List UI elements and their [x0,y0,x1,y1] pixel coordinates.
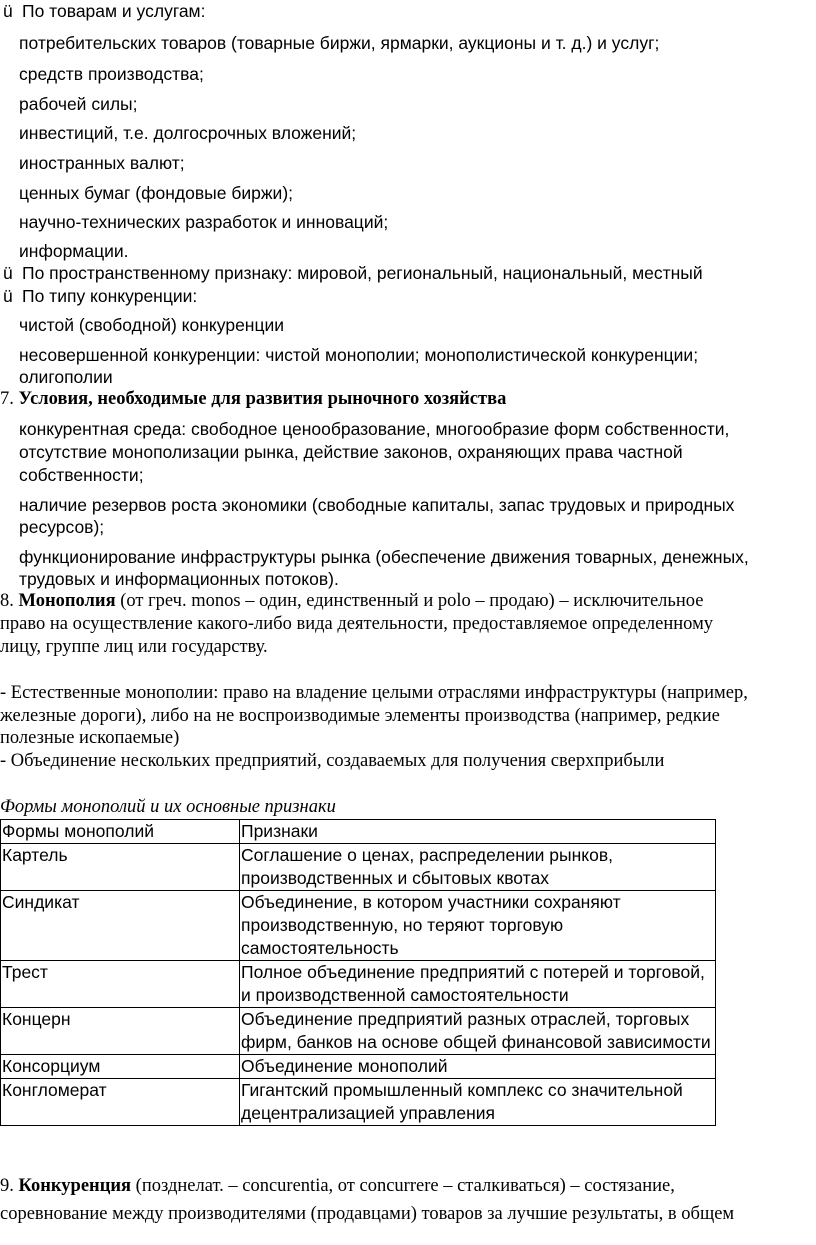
competition-item: олигополии [19,367,113,387]
union-line: - Объединение нескольких предприятий, создаваемых для получения сверхприбыли [0,751,665,771]
condition-item: ресурсов); [19,517,105,537]
table-row [1,961,716,1008]
form-cell: Картель [1,844,240,891]
feature-cell: Объединение, в котором участники сохраняют производственную, но теряют торговую самостоятельность [240,891,716,961]
form-cell: Концерн [1,1008,240,1055]
section-number: 7. [0,389,14,409]
definition-line: право на осуществление какого-либо вида деятельности, предоставляемое определенному [0,614,714,634]
competition-type-header: По типу конкуренции: [22,286,198,306]
form-cell: Трест [1,961,240,1008]
table-row [1,1079,716,1126]
goods-item: потребительских товаров (товарные биржи, ярмарки, аукционы и т. д.) и услуг; [19,33,660,53]
table-row [1,1008,716,1055]
goods-item: инвестиций, т.е. долгосрочных вложений; [19,123,357,143]
feature-cell: Объединение предприятий разных отраслей, торговых фирм, банков на основе общей финансовой зависимости [240,1008,716,1055]
table-header-cell: Признаки [240,820,716,844]
form-cell: Конгломерат [1,1079,240,1126]
natural-monopoly-line: - Естественные монополии: право на владение целыми отраслями инфраструктуры (например, [0,683,748,703]
section-number: 9. [0,1176,14,1196]
table-header-cell: Формы монополий [1,820,240,844]
feature-cell: Объединение монополий [240,1055,716,1079]
condition-item: наличие резервов роста экономики (свободные капиталы, запас трудовых и природных [19,495,735,515]
spatial-text: По пространственному признаку: мировой, региональный, национальный, местный [22,263,703,283]
table-header-row [1,820,716,844]
form-cell: Синдикат [1,891,240,961]
section-title: Условия, необходимые для развития рыночного хозяйства [18,389,507,409]
condition-item: собственности; [19,465,144,485]
competition-item: чистой (свободной) конкуренции [19,315,285,335]
table-caption: Формы монополий и их основные признаки [0,797,336,817]
definition-text: (позднелат. – concurentia, от concurrere – сталкиваться) – состязание, [131,1176,675,1196]
term-competition: Конкуренция [18,1176,132,1196]
monopoly-forms-table [0,819,716,1126]
feature-cell: Гигантский промышленный комплекс со значительной децентрализацией управления [240,1079,716,1126]
section-8-line [0,590,703,612]
goods-item: рабочей силы; [19,94,138,114]
section-7-heading [0,388,506,410]
goods-item: ценных бумаг (фондовые биржи); [19,183,294,203]
condition-item: конкурентная среда: свободное ценообразование, многообразие форм собственности, [19,419,730,439]
term-monopoly: Монополия [18,591,116,611]
checkmark-bullet-icon: ü [3,1,13,21]
goods-item: средств производства; [19,64,204,84]
natural-monopoly-line: полезные ископаемые) [0,728,180,748]
definition-line: лицу, группе лиц или государству. [0,637,268,657]
goods-item: научно-технических разработок и инноваций; [19,212,389,232]
checkmark-bullet-icon: ü [3,286,13,306]
condition-item: трудовых и информационных потоков). [19,569,339,589]
form-cell: Консорциум [1,1055,240,1079]
feature-cell: Соглашение о ценах, распределении рынков, производственных и сбытовых квотах [240,844,716,891]
definition-text: (от греч. monos – один, единственный и polo – продаю) – исключительное [115,591,704,611]
competition-item: несовершенной конкуренции: чистой монополии; монополистической конкуренции; [19,345,699,365]
natural-monopoly-line: железные дороги), либо на не воспроизводимые элементы производства (например, редкие [0,706,720,726]
table-row [1,891,716,961]
section-9-line [0,1175,675,1197]
condition-item: функционирование инфраструктуры рынка (обеспечение движения товарных, денежных, [19,547,749,567]
goods-header: По товарам и услугам: [22,1,206,21]
goods-item: информации. [19,241,129,261]
definition-line: соревнование между производителями (продавцами) товаров за лучшие результаты, в общем [0,1204,735,1224]
feature-cell: Полное объединение предприятий с потерей и торговой, и производственной самостоятельности [240,961,716,1008]
condition-item: отсутствие монополизации рынка, действие законов, охраняющих права частной [19,442,683,462]
table-row [1,844,716,891]
table-row [1,1055,716,1079]
goods-item: иностранных валют; [19,153,185,173]
section-number: 8. [0,591,14,611]
checkmark-bullet-icon: ü [3,263,13,283]
